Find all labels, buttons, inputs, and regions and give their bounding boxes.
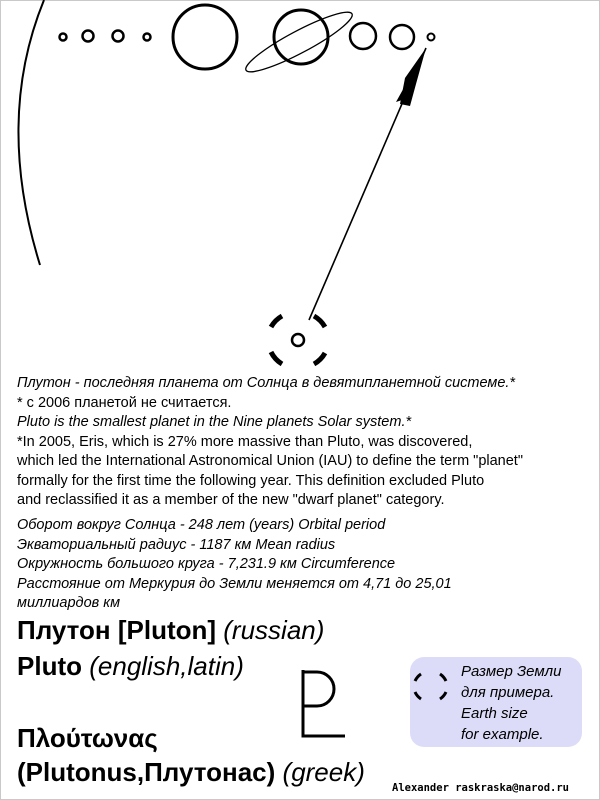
name-greek-latin <box>17 756 365 788</box>
earth-target-icon <box>410 665 454 709</box>
pluto-symbol-icon <box>295 668 355 744</box>
earth-size-line4: for example. <box>461 726 544 743</box>
desc-ru-line2: * с 2006 планетой не считается. <box>17 394 232 411</box>
name-english-italic: (english,latin) <box>89 651 244 681</box>
desc-en-note-4: and reclassified it as a member of the new "dwarf planet" category. <box>17 492 445 508</box>
name-russian-italic: (russian) <box>223 615 325 645</box>
pluto-target-icon <box>271 316 325 364</box>
fact-radius: Экваториальный радиус - 1187 км Mean radius <box>17 536 336 553</box>
desc-en-line1: Pluto is the smallest planet in the Nine planets Solar system.* <box>17 414 412 430</box>
fact-orbital-period: Оборот вокруг Солнца - 248 лет (years) Orbital period <box>17 517 386 533</box>
fact-distance-cont: миллиардов км <box>17 595 121 611</box>
name-greek-bold: (Plutonus,Плутонас) <box>17 757 276 787</box>
name-russian <box>17 614 324 646</box>
name-english <box>17 650 244 682</box>
desc-en-note-1: *In 2005, Eris, which is 27% more massive than Pluto, was discovered, <box>17 433 473 450</box>
pluto-small-icon <box>428 34 435 41</box>
saturn-icon <box>274 10 328 64</box>
earth-size-line1: Размер Земли <box>461 663 562 680</box>
earth-size-box <box>410 657 582 747</box>
description <box>17 374 592 511</box>
arrow-head-icon <box>400 48 426 106</box>
author-signature: Alexander raskraska@narod.ru <box>392 782 570 794</box>
saturn-ring-icon <box>241 4 357 80</box>
facts-list <box>17 516 592 614</box>
earth-icon <box>113 31 124 42</box>
name-greek-italic: (greek) <box>282 757 365 787</box>
desc-en-note-2: which led the International Astronomical Union (IAU) to define the term "planet" <box>17 453 523 469</box>
uranus-icon <box>350 23 376 49</box>
name-greek <box>17 722 158 754</box>
mercury-icon <box>60 34 67 41</box>
earth-size-text <box>461 661 586 745</box>
mars-icon <box>144 34 151 41</box>
name-russian-bold: Плутон [Pluton] <box>17 615 217 645</box>
name-greek-line1: Πλούτωνας <box>17 723 158 753</box>
desc-ru-line1: Плутон - последняя планета от Солнца в девятипланетной системе.* <box>17 375 516 391</box>
fact-distance: Расстояние от Меркурия до Земли меняется от 4,71 до 25,01 <box>17 575 452 592</box>
venus-icon <box>83 31 94 42</box>
fact-circumference: Окружность большого круга - 7,231.9 км Circumference <box>17 556 396 572</box>
solar-system-diagram <box>0 0 600 380</box>
earth-size-line3: Earth size <box>461 705 528 722</box>
name-english-bold: Pluto <box>17 651 82 681</box>
neptune-icon <box>390 25 414 49</box>
earth-size-line2: для примера. <box>461 684 555 701</box>
sun-arc-icon <box>18 0 44 265</box>
jupiter-icon <box>173 5 237 69</box>
desc-en-note-3: formally for the first time the following year. This definition excluded Pluto <box>17 472 485 489</box>
